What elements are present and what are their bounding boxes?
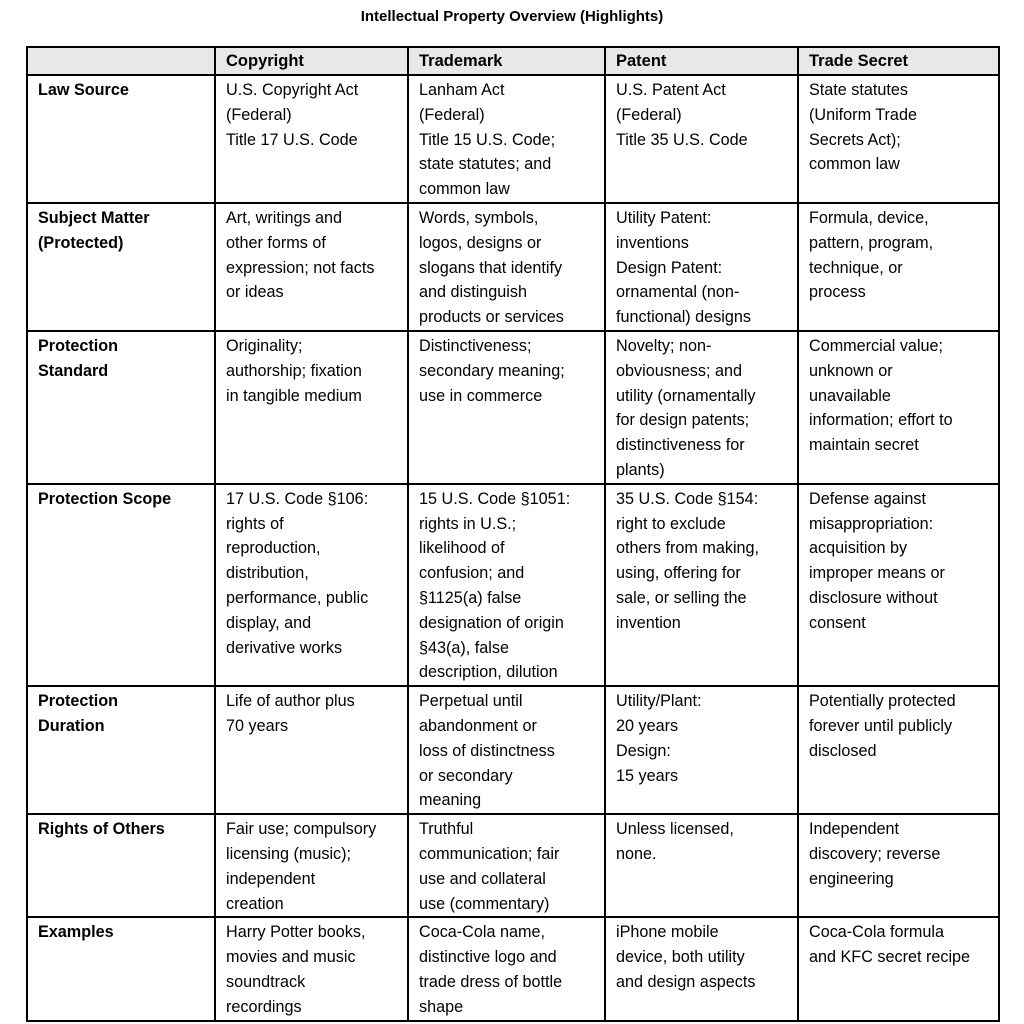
header-cell-trademark: Trademark [408, 47, 605, 75]
table-cell-copyright: Fair use; compulsory licensing (music); independent creation [215, 814, 408, 917]
table-cell-trademark: 15 U.S. Code §1051: rights in U.S.; likelihood of confusion; and §1125(a) false designation of origin §43(a), false description, dilution [408, 484, 605, 686]
row-label: Protection Standard [27, 331, 215, 484]
table-cell-trade-secret: Defense against misappropriation: acquisition by improper means or disclosure without consent [798, 484, 999, 686]
row-label: Protection Duration [27, 686, 215, 814]
header-row [27, 47, 999, 75]
table-cell-trademark: Perpetual until abandonment or loss of distinctness or secondary meaning [408, 686, 605, 814]
table-cell-trade-secret: Potentially protected forever until publicly disclosed [798, 686, 999, 814]
table-cell-trade-secret: State statutes (Uniform Trade Secrets Act); common law [798, 75, 999, 203]
table-row-rights-of-others [27, 814, 999, 917]
table-cell-patent: U.S. Patent Act (Federal) Title 35 U.S. Code [605, 75, 798, 203]
row-label: Subject Matter (Protected) [27, 203, 215, 331]
table-row-protection-standard [27, 331, 999, 484]
table-cell-copyright: Harry Potter books, movies and music soundtrack recordings [215, 917, 408, 1021]
table-row-examples [27, 917, 999, 1021]
table-cell-patent: 35 U.S. Code §154: right to exclude others from making, using, offering for sale, or selling the invention [605, 484, 798, 686]
page-title: Intellectual Property Overview (Highlights) [360, 8, 664, 25]
table-cell-copyright: Art, writings and other forms of expression; not facts or ideas [215, 203, 408, 331]
table-cell-copyright: Originality; authorship; fixation in tangible medium [215, 331, 408, 484]
table-cell-patent: Utility Patent: inventions Design Patent: ornamental (non- functional) designs [605, 203, 798, 331]
row-label: Rights of Others [27, 814, 215, 917]
table-cell-trademark: Lanham Act (Federal) Title 15 U.S. Code; state statutes; and common law [408, 75, 605, 203]
table-cell-copyright: U.S. Copyright Act (Federal) Title 17 U.S. Code [215, 75, 408, 203]
row-label: Law Source [27, 75, 215, 203]
table-cell-trademark: Words, symbols, logos, designs or slogans that identify and distinguish products or services [408, 203, 605, 331]
header-cell-copyright: Copyright [215, 47, 408, 75]
table-cell-copyright: 17 U.S. Code §106: rights of reproduction, distribution, performance, public display, and derivative works [215, 484, 408, 686]
table-cell-trade-secret: Formula, device, pattern, program, technique, or process [798, 203, 999, 331]
table-cell-trade-secret: Coca-Cola formula and KFC secret recipe [798, 917, 999, 1021]
table-row-protection-duration [27, 686, 999, 814]
header-cell-trade-secret: Trade Secret [798, 47, 999, 75]
row-label: Protection Scope [27, 484, 215, 686]
table-cell-trademark: Coca-Cola name, distinctive logo and trade dress of bottle shape [408, 917, 605, 1021]
table-row-subject-matter [27, 203, 999, 331]
table-cell-patent: iPhone mobile device, both utility and design aspects [605, 917, 798, 1021]
table-cell-patent: Utility/Plant: 20 years Design: 15 years [605, 686, 798, 814]
ip-overview-table [26, 46, 1000, 1022]
header-cell-patent: Patent [605, 47, 798, 75]
row-label: Examples [27, 917, 215, 1021]
table-row-protection-scope [27, 484, 999, 686]
table-row-law-source [27, 75, 999, 203]
table-cell-patent: Novelty; non- obviousness; and utility (ornamentally for design patents; distinctiveness for plants) [605, 331, 798, 484]
table-cell-trademark: Distinctiveness; secondary meaning; use in commerce [408, 331, 605, 484]
table-cell-copyright: Life of author plus 70 years [215, 686, 408, 814]
table-cell-trademark: Truthful communication; fair use and collateral use (commentary) [408, 814, 605, 917]
header-cell-corner [27, 47, 215, 75]
table-cell-trade-secret: Commercial value; unknown or unavailable information; effort to maintain secret [798, 331, 999, 484]
table-cell-trade-secret: Independent discovery; reverse engineering [798, 814, 999, 917]
table-cell-patent: Unless licensed, none. [605, 814, 798, 917]
